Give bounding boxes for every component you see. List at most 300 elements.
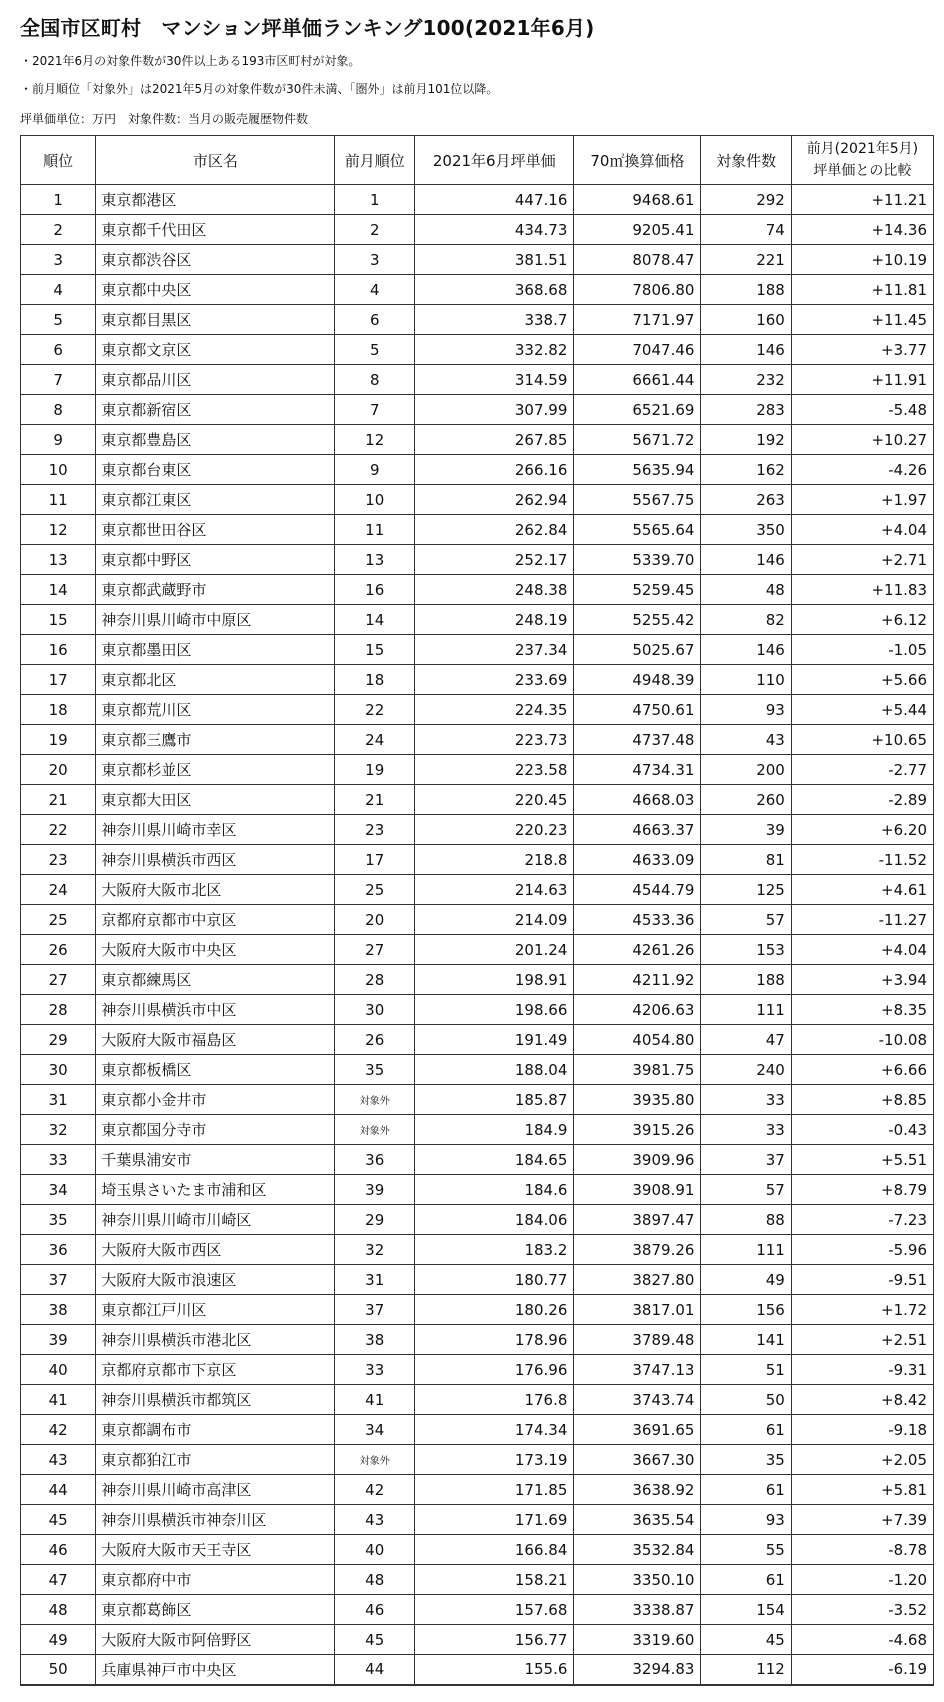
cell-price70: 3935.80 (574, 1085, 701, 1115)
cell-city: 大阪府大阪市西区 (96, 1235, 335, 1265)
cell-diff: +5.44 (791, 695, 933, 725)
cell-diff: +4.04 (791, 515, 933, 545)
cell-diff: -1.05 (791, 635, 933, 665)
cell-rank: 36 (21, 1235, 96, 1265)
cell-city: 兵庫県神戸市中央区 (96, 1655, 335, 1685)
cell-prev-rank: 5 (335, 335, 415, 365)
header-count: 対象件数 (701, 136, 791, 185)
cell-rank: 23 (21, 845, 96, 875)
cell-rank: 4 (21, 275, 96, 305)
cell-prev-rank: 44 (335, 1655, 415, 1685)
cell-count: 45 (701, 1625, 791, 1655)
cell-prev-rank: 8 (335, 365, 415, 395)
cell-rank: 2 (21, 215, 96, 245)
cell-price70: 3915.26 (574, 1115, 701, 1145)
cell-count: 200 (701, 755, 791, 785)
cell-prev-rank: 34 (335, 1415, 415, 1445)
cell-rank: 44 (21, 1475, 96, 1505)
cell-price: 158.21 (415, 1565, 574, 1595)
cell-city: 東京都品川区 (96, 365, 335, 395)
cell-prev-rank: 19 (335, 755, 415, 785)
cell-city: 大阪府大阪市北区 (96, 875, 335, 905)
cell-price70: 4054.80 (574, 1025, 701, 1055)
cell-price: 157.68 (415, 1595, 574, 1625)
cell-prev-rank: 24 (335, 725, 415, 755)
cell-price70: 3667.30 (574, 1445, 701, 1475)
cell-diff: -10.08 (791, 1025, 933, 1055)
table-row (21, 305, 934, 335)
cell-city: 東京都江東区 (96, 485, 335, 515)
cell-prev-rank: 対象外 (335, 1115, 415, 1145)
cell-city: 東京都江戸川区 (96, 1295, 335, 1325)
cell-price: 184.6 (415, 1175, 574, 1205)
cell-price: 233.69 (415, 665, 574, 695)
cell-price: 252.17 (415, 545, 574, 575)
cell-price: 338.7 (415, 305, 574, 335)
table-row (21, 395, 934, 425)
cell-price: 176.8 (415, 1385, 574, 1415)
cell-rank: 21 (21, 785, 96, 815)
cell-diff: +6.20 (791, 815, 933, 845)
table-row (21, 1115, 934, 1145)
cell-count: 146 (701, 545, 791, 575)
cell-diff: +11.45 (791, 305, 933, 335)
cell-diff: +5.66 (791, 665, 933, 695)
cell-city: 東京都目黒区 (96, 305, 335, 335)
cell-count: 61 (701, 1565, 791, 1595)
cell-diff: -9.31 (791, 1355, 933, 1385)
cell-price70: 4261.26 (574, 935, 701, 965)
cell-prev-rank: 27 (335, 935, 415, 965)
cell-price: 248.19 (415, 605, 574, 635)
cell-price: 447.16 (415, 185, 574, 215)
cell-count: 61 (701, 1475, 791, 1505)
cell-rank: 6 (21, 335, 96, 365)
cell-price70: 5671.72 (574, 425, 701, 455)
cell-city: 東京都中央区 (96, 275, 335, 305)
header-diff-line2: 坪単価との比較 (813, 163, 912, 179)
cell-rank: 48 (21, 1595, 96, 1625)
table-row (21, 1205, 934, 1235)
cell-price: 166.84 (415, 1535, 574, 1565)
cell-count: 154 (701, 1595, 791, 1625)
cell-city: 大阪府大阪市福島区 (96, 1025, 335, 1055)
cell-rank: 33 (21, 1145, 96, 1175)
header-price70: 70㎡換算価格 (574, 136, 701, 185)
cell-rank: 49 (21, 1625, 96, 1655)
cell-diff: +8.42 (791, 1385, 933, 1415)
cell-rank: 32 (21, 1115, 96, 1145)
cell-city: 東京都葛飾区 (96, 1595, 335, 1625)
cell-diff: +5.81 (791, 1475, 933, 1505)
cell-city: 東京都大田区 (96, 785, 335, 815)
cell-price70: 5255.42 (574, 605, 701, 635)
header-diff (791, 136, 933, 185)
cell-price70: 4668.03 (574, 785, 701, 815)
cell-diff: +3.77 (791, 335, 933, 365)
table-row (21, 635, 934, 665)
cell-city: 神奈川県川崎市高津区 (96, 1475, 335, 1505)
cell-prev-rank: 13 (335, 545, 415, 575)
cell-price70: 5339.70 (574, 545, 701, 575)
table-row (21, 815, 934, 845)
cell-price: 201.24 (415, 935, 574, 965)
cell-city: 東京都渋谷区 (96, 245, 335, 275)
table-row (21, 1445, 934, 1475)
cell-diff: +8.35 (791, 995, 933, 1025)
cell-price70: 3879.26 (574, 1235, 701, 1265)
cell-city: 東京都豊島区 (96, 425, 335, 455)
cell-price: 218.8 (415, 845, 574, 875)
cell-price: 214.63 (415, 875, 574, 905)
cell-city: 神奈川県横浜市西区 (96, 845, 335, 875)
cell-prev-rank: 37 (335, 1295, 415, 1325)
header-prev-rank: 前月順位 (335, 136, 415, 185)
cell-prev-rank: 35 (335, 1055, 415, 1085)
table-row (21, 1565, 934, 1595)
cell-price: 173.19 (415, 1445, 574, 1475)
table-row (21, 455, 934, 485)
page-title: 全国市区町村 マンション坪単価ランキング100(2021年6月) (20, 16, 595, 40)
cell-prev-rank: 12 (335, 425, 415, 455)
cell-price70: 5567.75 (574, 485, 701, 515)
cell-rank: 9 (21, 425, 96, 455)
cell-rank: 18 (21, 695, 96, 725)
cell-price70: 4734.31 (574, 755, 701, 785)
cell-count: 111 (701, 1235, 791, 1265)
cell-price70: 5565.64 (574, 515, 701, 545)
cell-count: 39 (701, 815, 791, 845)
table-row (21, 1145, 934, 1175)
cell-price70: 5635.94 (574, 455, 701, 485)
header-diff-line1: 前月(2021年5月) (806, 141, 919, 157)
cell-price: 184.9 (415, 1115, 574, 1145)
cell-price70: 3638.92 (574, 1475, 701, 1505)
cell-price70: 3532.84 (574, 1535, 701, 1565)
table-row (21, 275, 934, 305)
table-row (21, 1655, 934, 1685)
cell-diff: +6.66 (791, 1055, 933, 1085)
cell-rank: 11 (21, 485, 96, 515)
cell-count: 50 (701, 1385, 791, 1415)
cell-count: 37 (701, 1145, 791, 1175)
cell-price70: 4533.36 (574, 905, 701, 935)
cell-count: 141 (701, 1325, 791, 1355)
cell-diff: -4.26 (791, 455, 933, 485)
table-row (21, 245, 934, 275)
ranking-table (20, 135, 934, 1686)
cell-city: 大阪府大阪市浪速区 (96, 1265, 335, 1295)
cell-price70: 3827.80 (574, 1265, 701, 1295)
cell-city: 大阪府大阪市天王寺区 (96, 1535, 335, 1565)
cell-diff: -3.52 (791, 1595, 933, 1625)
cell-price70: 3743.74 (574, 1385, 701, 1415)
cell-price: 266.16 (415, 455, 574, 485)
cell-city: 大阪府大阪市阿倍野区 (96, 1625, 335, 1655)
cell-rank: 29 (21, 1025, 96, 1055)
cell-prev-rank: 30 (335, 995, 415, 1025)
cell-city: 神奈川県横浜市中区 (96, 995, 335, 1025)
cell-prev-rank: 26 (335, 1025, 415, 1055)
cell-prev-rank: 42 (335, 1475, 415, 1505)
cell-city: 東京都北区 (96, 665, 335, 695)
cell-rank: 16 (21, 635, 96, 665)
cell-prev-rank: 48 (335, 1565, 415, 1595)
cell-price: 214.09 (415, 905, 574, 935)
cell-rank: 25 (21, 905, 96, 935)
table-row (21, 1175, 934, 1205)
cell-diff: -7.23 (791, 1205, 933, 1235)
cell-price: 381.51 (415, 245, 574, 275)
cell-count: 43 (701, 725, 791, 755)
cell-prev-rank: 15 (335, 635, 415, 665)
table-header-row (21, 136, 934, 185)
cell-diff: -2.77 (791, 755, 933, 785)
cell-price: 184.65 (415, 1145, 574, 1175)
cell-prev-rank: 6 (335, 305, 415, 335)
cell-rank: 30 (21, 1055, 96, 1085)
cell-prev-rank: 4 (335, 275, 415, 305)
cell-price: 223.73 (415, 725, 574, 755)
cell-rank: 27 (21, 965, 96, 995)
table-row (21, 215, 934, 245)
cell-prev-rank: 39 (335, 1175, 415, 1205)
table-row (21, 1295, 934, 1325)
cell-diff: -11.52 (791, 845, 933, 875)
cell-prev-rank: 対象外 (335, 1445, 415, 1475)
cell-price: 248.38 (415, 575, 574, 605)
cell-rank: 28 (21, 995, 96, 1025)
cell-price70: 6521.69 (574, 395, 701, 425)
table-row (21, 965, 934, 995)
cell-city: 東京都板橋区 (96, 1055, 335, 1085)
cell-rank: 19 (21, 725, 96, 755)
cell-price70: 7047.46 (574, 335, 701, 365)
cell-rank: 10 (21, 455, 96, 485)
cell-rank: 17 (21, 665, 96, 695)
cell-count: 125 (701, 875, 791, 905)
note-prev-rank: ・前月順位「対象外」は2021年5月の対象件数が30件未満、「圏外」は前月101位以降。 (20, 82, 499, 96)
cell-prev-rank: 22 (335, 695, 415, 725)
cell-prev-rank: 14 (335, 605, 415, 635)
note-units: 坪単価単位：万円 対象件数：当月の販売履歴物件数 (20, 112, 309, 126)
cell-diff: +2.05 (791, 1445, 933, 1475)
cell-city: 神奈川県横浜市都筑区 (96, 1385, 335, 1415)
cell-diff: +1.97 (791, 485, 933, 515)
cell-diff: +2.51 (791, 1325, 933, 1355)
cell-diff: +11.83 (791, 575, 933, 605)
cell-diff: +10.19 (791, 245, 933, 275)
cell-diff: -2.89 (791, 785, 933, 815)
cell-count: 188 (701, 965, 791, 995)
table-row (21, 515, 934, 545)
cell-count: 112 (701, 1655, 791, 1685)
cell-diff: -11.27 (791, 905, 933, 935)
table-row (21, 1235, 934, 1265)
cell-prev-rank: 1 (335, 185, 415, 215)
cell-count: 81 (701, 845, 791, 875)
cell-price70: 4750.61 (574, 695, 701, 725)
cell-count: 57 (701, 1175, 791, 1205)
table-row (21, 695, 934, 725)
table-row (21, 785, 934, 815)
cell-diff: +4.61 (791, 875, 933, 905)
cell-price: 332.82 (415, 335, 574, 365)
cell-diff: +2.71 (791, 545, 933, 575)
cell-prev-rank: 9 (335, 455, 415, 485)
cell-rank: 14 (21, 575, 96, 605)
table-row (21, 1355, 934, 1385)
cell-price70: 3908.91 (574, 1175, 701, 1205)
cell-count: 350 (701, 515, 791, 545)
table-row (21, 575, 934, 605)
cell-rank: 45 (21, 1505, 96, 1535)
cell-prev-rank: 41 (335, 1385, 415, 1415)
cell-diff: -4.68 (791, 1625, 933, 1655)
cell-prev-rank: 18 (335, 665, 415, 695)
cell-city: 神奈川県横浜市神奈川区 (96, 1505, 335, 1535)
cell-price: 198.91 (415, 965, 574, 995)
table-row (21, 665, 934, 695)
table-row (21, 725, 934, 755)
cell-rank: 22 (21, 815, 96, 845)
cell-count: 160 (701, 305, 791, 335)
cell-city: 東京都練馬区 (96, 965, 335, 995)
cell-diff: +1.72 (791, 1295, 933, 1325)
cell-price: 262.84 (415, 515, 574, 545)
table-row (21, 995, 934, 1025)
cell-price: 188.04 (415, 1055, 574, 1085)
cell-price: 171.69 (415, 1505, 574, 1535)
table-row (21, 1385, 934, 1415)
cell-price70: 4948.39 (574, 665, 701, 695)
table-row (21, 1325, 934, 1355)
cell-prev-rank: 28 (335, 965, 415, 995)
cell-price70: 7171.97 (574, 305, 701, 335)
cell-prev-rank: 38 (335, 1325, 415, 1355)
cell-count: 48 (701, 575, 791, 605)
cell-diff: +8.79 (791, 1175, 933, 1205)
table-row (21, 1085, 934, 1115)
cell-city: 埼玉県さいたま市浦和区 (96, 1175, 335, 1205)
cell-price70: 4663.37 (574, 815, 701, 845)
cell-count: 232 (701, 365, 791, 395)
table-row (21, 185, 934, 215)
cell-price70: 4211.92 (574, 965, 701, 995)
cell-diff: +5.51 (791, 1145, 933, 1175)
table-row (21, 755, 934, 785)
cell-count: 93 (701, 695, 791, 725)
cell-price: 267.85 (415, 425, 574, 455)
cell-rank: 12 (21, 515, 96, 545)
cell-diff: -8.78 (791, 1535, 933, 1565)
cell-price70: 7806.80 (574, 275, 701, 305)
table-row (21, 1025, 934, 1055)
cell-rank: 47 (21, 1565, 96, 1595)
cell-price70: 3789.48 (574, 1325, 701, 1355)
table-row (21, 845, 934, 875)
cell-price: 180.77 (415, 1265, 574, 1295)
cell-price: 434.73 (415, 215, 574, 245)
cell-rank: 34 (21, 1175, 96, 1205)
cell-diff: -9.18 (791, 1415, 933, 1445)
cell-price70: 3747.13 (574, 1355, 701, 1385)
cell-city: 東京都墨田区 (96, 635, 335, 665)
cell-city: 京都府京都市下京区 (96, 1355, 335, 1385)
cell-city: 神奈川県川崎市幸区 (96, 815, 335, 845)
cell-count: 74 (701, 215, 791, 245)
table-row (21, 425, 934, 455)
cell-diff: -5.96 (791, 1235, 933, 1265)
cell-prev-rank: 46 (335, 1595, 415, 1625)
table-row (21, 1475, 934, 1505)
cell-diff: +11.91 (791, 365, 933, 395)
table-body (21, 185, 934, 1685)
cell-rank: 40 (21, 1355, 96, 1385)
cell-price: 155.6 (415, 1655, 574, 1685)
cell-diff: +8.85 (791, 1085, 933, 1115)
cell-count: 35 (701, 1445, 791, 1475)
table-row (21, 1535, 934, 1565)
cell-price: 237.34 (415, 635, 574, 665)
cell-rank: 43 (21, 1445, 96, 1475)
table-row (21, 1625, 934, 1655)
cell-rank: 26 (21, 935, 96, 965)
cell-rank: 24 (21, 875, 96, 905)
cell-rank: 1 (21, 185, 96, 215)
cell-prev-rank: 7 (335, 395, 415, 425)
cell-count: 162 (701, 455, 791, 485)
cell-count: 93 (701, 1505, 791, 1535)
cell-price70: 3909.96 (574, 1145, 701, 1175)
cell-city: 東京都荒川区 (96, 695, 335, 725)
cell-city: 東京都小金井市 (96, 1085, 335, 1115)
table-row (21, 365, 934, 395)
cell-rank: 38 (21, 1295, 96, 1325)
cell-city: 東京都国分寺市 (96, 1115, 335, 1145)
cell-city: 東京都文京区 (96, 335, 335, 365)
cell-diff: -5.48 (791, 395, 933, 425)
cell-price: 262.94 (415, 485, 574, 515)
cell-count: 57 (701, 905, 791, 935)
cell-city: 大阪府大阪市中央区 (96, 935, 335, 965)
cell-count: 221 (701, 245, 791, 275)
cell-diff: +6.12 (791, 605, 933, 635)
cell-price70: 8078.47 (574, 245, 701, 275)
cell-city: 東京都中野区 (96, 545, 335, 575)
cell-count: 61 (701, 1415, 791, 1445)
header-city: 市区名 (96, 136, 335, 185)
cell-price70: 3338.87 (574, 1595, 701, 1625)
table-row (21, 545, 934, 575)
cell-prev-rank: 11 (335, 515, 415, 545)
cell-city: 神奈川県川崎市中原区 (96, 605, 335, 635)
header-price: 2021年6月坪単価 (415, 136, 574, 185)
cell-price70: 3817.01 (574, 1295, 701, 1325)
cell-count: 146 (701, 335, 791, 365)
cell-price70: 9468.61 (574, 185, 701, 215)
cell-price70: 4737.48 (574, 725, 701, 755)
cell-prev-rank: 25 (335, 875, 415, 905)
cell-count: 292 (701, 185, 791, 215)
cell-prev-rank: 40 (335, 1535, 415, 1565)
cell-rank: 7 (21, 365, 96, 395)
cell-count: 33 (701, 1115, 791, 1145)
cell-price70: 5025.67 (574, 635, 701, 665)
cell-count: 82 (701, 605, 791, 635)
cell-prev-rank: 23 (335, 815, 415, 845)
cell-diff: +11.21 (791, 185, 933, 215)
